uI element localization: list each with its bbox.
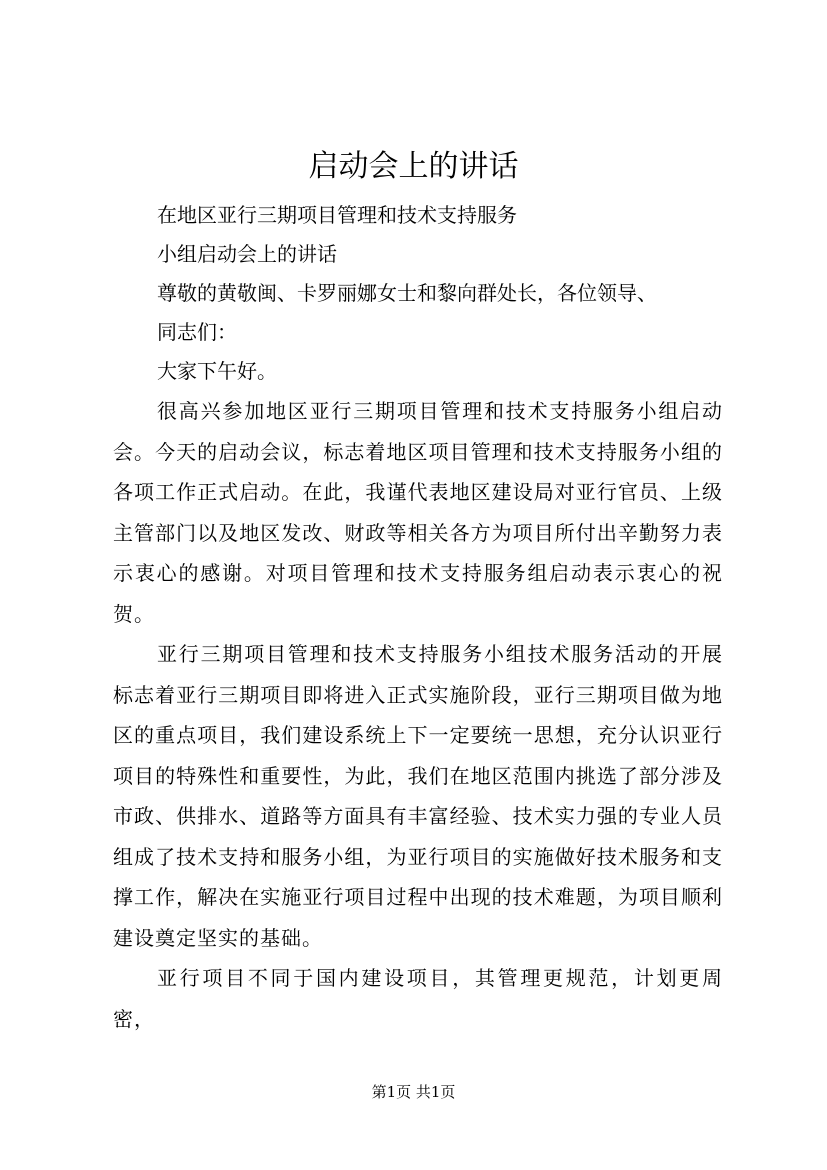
salutation-line: 尊敬的黄敬闽、卡罗丽娜女士和黎向群处长，各位领导、: [157, 281, 657, 305]
body-paragraph-3: 亚行项目不同于国内建设项目，其管理更规范，计划更周密，: [113, 966, 723, 1031]
page-footer: 第1页 共1页: [371, 1083, 456, 1101]
subtitle-line-1: 在地区亚行三期项目管理和技术支持服务: [157, 203, 517, 227]
document-body: [113, 196, 723, 1039]
greeting-line: 大家下午好。: [157, 359, 277, 383]
salutation-continuation: 同志们：: [157, 320, 237, 344]
subtitle-line-2: 小组启动会上的讲话: [157, 242, 337, 266]
body-paragraph-2: 亚行三期项目管理和技术支持服务小组技术服务活动的开展标志着亚行三期项目即将进入正式实施阶段，亚行三期项目做为地区的重点项目，我们建设系统上下一定要统一思想，充分认识亚行项目的特殊性和重要性，为此，我们在地区范围内挑选了部分涉及市政、供排水、道路等方面具有丰富经验、技术实力强的专业人员组成了技术支持和服务小组，为亚行项目的实施做好技术服务和支撑工作，解决在实施亚行项目过程中出现的技术难题，为项目顺利建设奠定坚实的基础。: [113, 642, 723, 950]
body-paragraph-1: 很高兴参加地区亚行三期项目管理和技术支持服务小组启动会。今天的启动会议，标志着地区项目管理和技术支持服务小组的各项工作正式启动。在此，我谨代表地区建设局对亚行官员、上级主管部门以及地区发改、财政等相关各方为项目所付出辛勤努力表示衷心的感谢。对项目管理和技术支持服务组启动表示衷心的祝贺。: [113, 399, 723, 626]
document-title: 启动会上的讲话: [308, 149, 519, 184]
